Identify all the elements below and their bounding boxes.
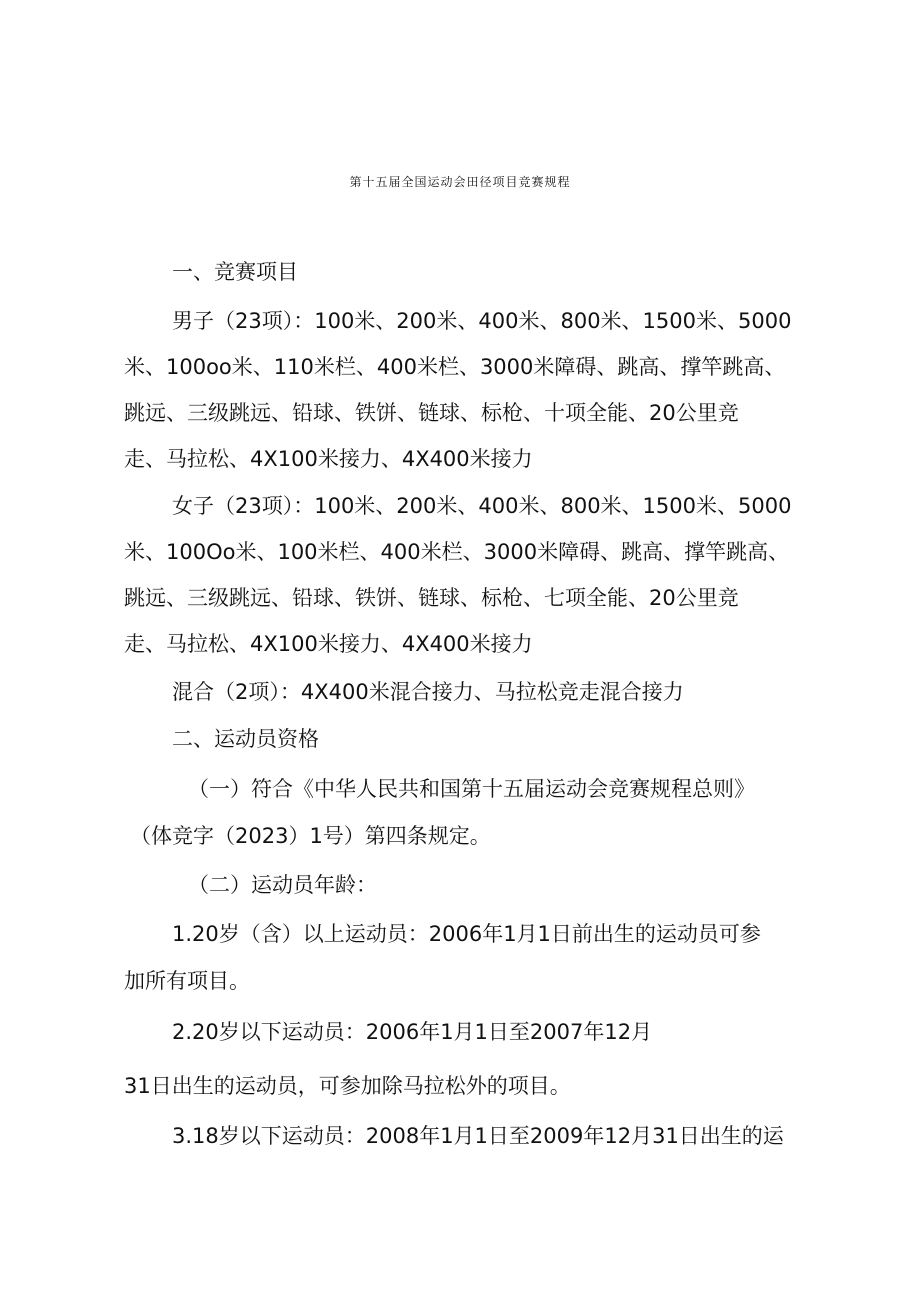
document-title: 第十五届全国运动会田径项目竞赛规程: [349, 175, 571, 189]
paragraph-line: 2.20岁以下运动员：2006年1月1日至2007年12月: [172, 1020, 653, 1044]
section-heading-eligibility: 二、运动员资格: [172, 727, 319, 751]
paragraph-line: 走、马拉松、4X100米接力、4X400米接力: [124, 447, 533, 471]
paragraph-line: 跳远、三级跳远、铅球、铁饼、链球、标枪、七项全能、20公里竞: [124, 586, 739, 610]
paragraph-line: 走、马拉松、4X100米接力、4X400米接力: [124, 632, 533, 656]
paragraph-line: 跳远、三级跳远、铅球、铁饼、链球、标枪、十项全能、20公里竞: [124, 401, 739, 425]
paragraph-line: 米、100oo米、110米栏、400米栏、3000米障碍、跳高、撑竿跳高、: [124, 355, 786, 379]
paragraph-line: 3.18岁以下运动员：2008年1月1日至2009年12月31日出生的运: [172, 1124, 784, 1148]
paragraph-line: （一）符合《中华人民共和国第十五届运动会竞赛规程总则》: [188, 777, 755, 801]
paragraph-line: 男子（23项）：100米、200米、400米、800米、1500米、5000: [172, 309, 792, 333]
paragraph-line: （体竞字（2023）1号）第四条规定。: [130, 824, 491, 848]
paragraph-line: 米、100Oo米、100米栏、400米栏、3000米障碍、跳高、撑竿跳高、: [124, 540, 790, 564]
section-heading-events: 一、竞赛项目: [172, 260, 298, 284]
paragraph-line: 加所有项目。: [124, 969, 250, 993]
paragraph-line: 混合（2项）：4X400米混合接力、马拉松竞走混合接力: [172, 680, 684, 704]
paragraph-line: 31日出生的运动员，可参加除马拉松外的项目。: [124, 1074, 571, 1098]
paragraph-line: 1.20岁（含）以上运动员：2006年1月1日前出生的运动员可参: [172, 922, 761, 946]
paragraph-line: 女子（23项）：100米、200米、400米、800米、1500米、5000: [172, 494, 792, 518]
subsection-heading-age: （二）运动员年龄：: [188, 873, 377, 897]
